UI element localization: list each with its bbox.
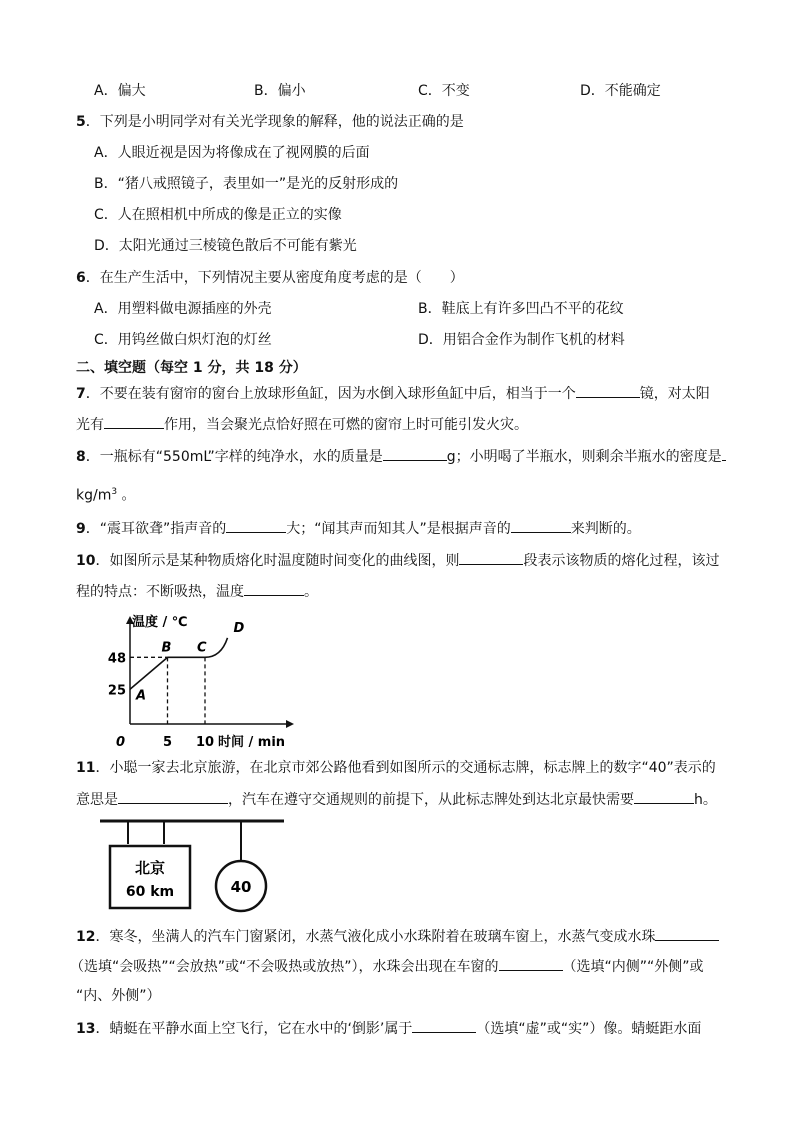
q12-line3: “内、外侧”） [76,988,161,1004]
q13-blank-1[interactable] [412,1018,476,1033]
q7-line1: 7．不要在装有窗帘的窗台上放球形鱼缸，因为水倒入球形鱼缸中后，相当于一个 镜，对太阳 [76,383,710,404]
x-tick-label: 5 [162,735,173,750]
q7-blank-1[interactable] [576,383,640,398]
q10-blank-2[interactable] [244,581,304,596]
q5-option-a: A．人眼近视是因为将像成在了视网膜的后面 [94,145,370,161]
q12-blank-1[interactable] [655,926,719,941]
q6-option-a: A．用塑料做电源插座的外壳 [94,301,272,317]
x-tick-label: 10 [195,735,215,750]
q10-line2: 程的特点：不断吸热，温度 。 [76,581,318,602]
q9-blank-1[interactable] [226,518,286,533]
q10-line1: 10．如图所示是某种物质熔化时温度随时间变化的曲线图，则 段表示该物质的熔化过程，该过 [76,550,719,571]
q6-option-d: D．用铝合金作为制作飞机的材料 [418,332,625,348]
point-label-b: B [161,640,172,656]
section-title: 二、填空题（每空 1 分，共 18 分） [76,360,307,376]
q12-line1: 12．寒冬，坐满人的汽车门窗紧闭，水蒸气液化成小水珠附着在玻璃车窗上，水蒸气变成水珠 [76,926,719,947]
point-label-a: A [136,688,147,704]
q5-option-c: C．人在照相机中所成的像是正立的实像 [94,207,342,223]
traffic-sign-figure [96,816,296,916]
q4-option-b: B．偏小 [254,83,306,99]
q13-line: 13．蜻蜓在平静水面上空飞行，它在水中的‘倒影’属于 （选填“虚”或“实”）像。蜻蜓距水面 [76,1018,701,1039]
y-axis-label: 温度 / ℃ [132,615,188,630]
y-tick-label: 25 [108,683,126,699]
x-axis-arrow [286,720,294,728]
q11-blank-2[interactable] [634,789,694,804]
q5-option-d: D．太阳光通过三棱镜色散后不可能有紫光 [94,238,357,254]
q9-blank-2[interactable] [511,518,571,533]
origin-label: 0 [116,735,126,750]
q9-line: 9．“震耳欲聋”指声音的 大；“闻其声而知其人”是根据声音的 来判断的。 [76,518,641,539]
q12-line2: （选填“会吸热”“会放热”或“不会吸热或放热”），水珠会出现在车窗的 （选填“内侧”“外侧”或 [70,956,704,977]
q8-line2: $kg/m^3$ 。 [76,487,136,504]
q8-blank-1[interactable] [383,446,447,461]
q6-option-c: C．用钨丝做白炽灯泡的灯丝 [94,332,272,348]
q11-blank-1[interactable] [118,789,228,804]
q5-stem: 5．下列是小明同学对有关光学现象的解释，他的说法正确的是 [76,114,464,130]
q11-line2: 意思是 ，汽车在遵守交通规则的前提下，从此标志牌处到达北京最快需要 h。 [76,789,717,810]
melting-curve-chart [108,612,298,752]
segment-ab [130,657,168,689]
q12-blank-2[interactable] [499,956,563,971]
sign-city: 北京 [134,859,166,877]
q6-option-b: B．鞋底上有许多凹凸不平的花纹 [418,301,624,317]
q8-line1: 8．一瓶标有“550mL”字样的纯净水，水的质量是 g；小明喝了半瓶水，则剩余半瓶水的密度是 [76,446,726,467]
q5-option-b: B．“猪八戒照镜子，表里如一”是光的反射形成的 [94,176,399,192]
q8-blank-2[interactable] [722,446,726,461]
q6-stem: 6．在生产生活中，下列情况主要从密度角度考虑的是（ ） [76,270,464,286]
y-tick-label: 48 [108,651,126,667]
q7-line2: 光有 作用，当会聚光点恰好照在可燃的窗帘上时可能引发火灾。 [76,414,528,435]
sign-distance: 60 km [125,884,175,900]
x-axis-label: 时间 / min [218,735,286,750]
q4-option-a: A．偏大 [94,83,146,99]
q11-line1: 11．小聪一家去北京旅游，在北京市郊公路他看到如图所示的交通标志牌，标志牌上的数字“40”表示的 [76,760,716,776]
sign-speed: 40 [230,878,252,896]
point-label-c: C [197,640,207,656]
point-label-d: D [233,620,245,636]
q10-blank-1[interactable] [459,550,523,565]
q7-blank-2[interactable] [104,414,164,429]
q4-option-d: D．不能确定 [580,83,661,99]
segment-cd [205,638,228,657]
q4-option-c: C．不变 [418,83,470,99]
